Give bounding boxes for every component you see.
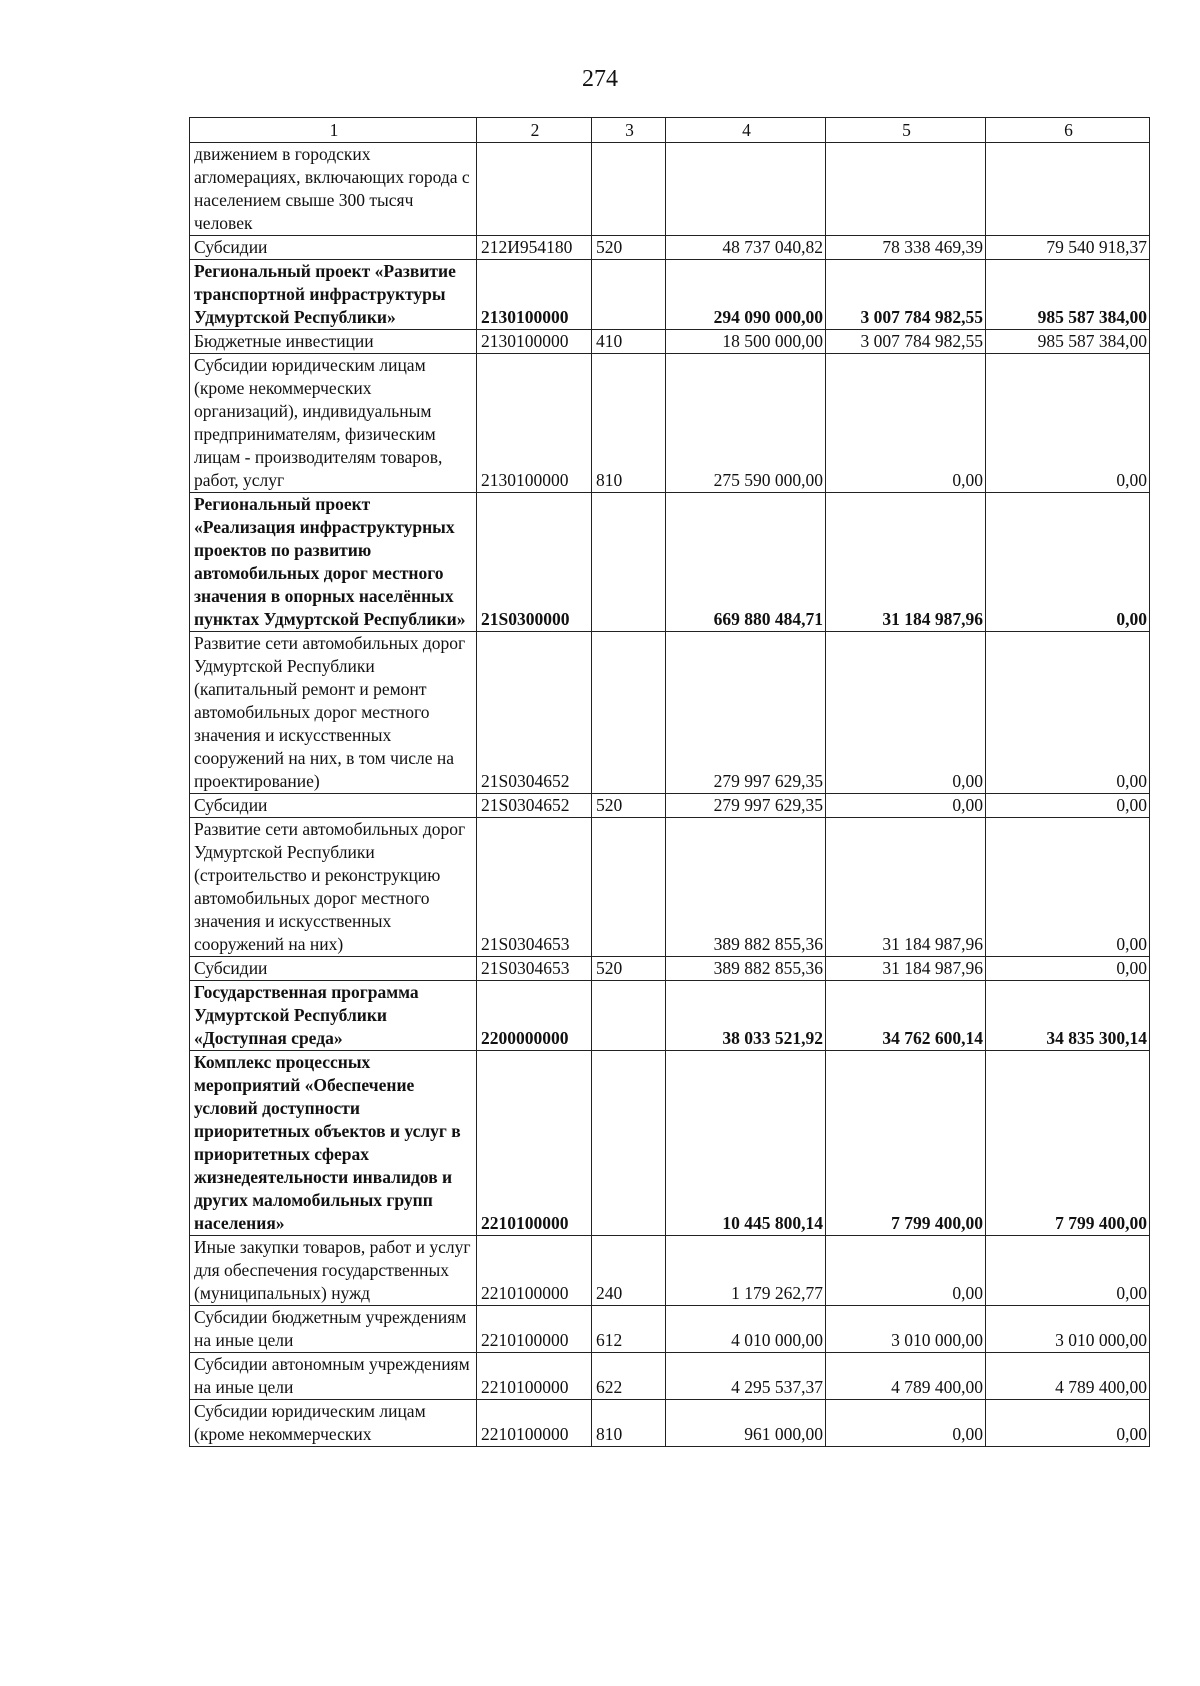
target-code-cell: 21S0304652 bbox=[477, 794, 592, 818]
amount-col4-cell: 961 000,00 bbox=[666, 1400, 826, 1447]
amount-col6-cell: 0,00 bbox=[986, 493, 1150, 632]
table-row bbox=[190, 330, 1150, 354]
amount-col6-cell: 0,00 bbox=[986, 794, 1150, 818]
amount-col6-cell bbox=[986, 143, 1150, 236]
table-row bbox=[190, 1306, 1150, 1353]
table-row bbox=[190, 794, 1150, 818]
amount-col6-cell: 0,00 bbox=[986, 1400, 1150, 1447]
table-row bbox=[190, 354, 1150, 493]
amount-col4-cell: 294 090 000,00 bbox=[666, 260, 826, 330]
expense-type-cell bbox=[592, 493, 666, 632]
target-code-cell: 2210100000 bbox=[477, 1353, 592, 1400]
amount-col6-cell: 0,00 bbox=[986, 818, 1150, 957]
target-code-cell: 2210100000 bbox=[477, 1236, 592, 1306]
amount-col4-cell: 389 882 855,36 bbox=[666, 957, 826, 981]
target-code-cell: 21S0300000 bbox=[477, 493, 592, 632]
amount-col5-cell: 0,00 bbox=[826, 1236, 986, 1306]
row-name-cell: Субсидии bbox=[190, 957, 477, 981]
page-number: 274 bbox=[582, 66, 618, 92]
target-code-cell: 2130100000 bbox=[477, 354, 592, 493]
amount-col4-cell: 48 737 040,82 bbox=[666, 236, 826, 260]
expense-type-cell: 410 bbox=[592, 330, 666, 354]
amount-col5-cell: 4 789 400,00 bbox=[826, 1353, 986, 1400]
amount-col4-cell: 275 590 000,00 bbox=[666, 354, 826, 493]
target-code-cell: 21S0304653 bbox=[477, 957, 592, 981]
expense-type-cell bbox=[592, 632, 666, 794]
amount-col4-cell: 279 997 629,35 bbox=[666, 632, 826, 794]
expense-type-cell: 622 bbox=[592, 1353, 666, 1400]
amount-col5-cell: 3 007 784 982,55 bbox=[826, 260, 986, 330]
row-name-cell: Субсидии автономным учреждениям на иные цели bbox=[190, 1353, 477, 1400]
amount-col4-cell: 10 445 800,14 bbox=[666, 1051, 826, 1236]
amount-col5-cell: 0,00 bbox=[826, 794, 986, 818]
table-row bbox=[190, 957, 1150, 981]
expense-type-cell: 810 bbox=[592, 354, 666, 493]
column-header-1: 1 bbox=[190, 118, 477, 143]
row-name-cell: Региональный проект «Реализация инфраструктурных проектов по развитию автомобильных дорог местного значения в опорных населённых пунктах Удмуртской Республики» bbox=[190, 493, 477, 632]
table-row bbox=[190, 981, 1150, 1051]
row-name-cell: движением в городских агломерациях, включающих города с населением свыше 300 тысяч человек bbox=[190, 143, 477, 236]
table-row bbox=[190, 236, 1150, 260]
row-name-cell: Субсидии бюджетным учреждениям на иные цели bbox=[190, 1306, 477, 1353]
amount-col4-cell: 669 880 484,71 bbox=[666, 493, 826, 632]
amount-col6-cell: 7 799 400,00 bbox=[986, 1051, 1150, 1236]
amount-col4-cell: 18 500 000,00 bbox=[666, 330, 826, 354]
budget-table bbox=[189, 117, 1150, 1447]
target-code-cell: 21S0304653 bbox=[477, 818, 592, 957]
table-row bbox=[190, 1051, 1150, 1236]
table-row bbox=[190, 493, 1150, 632]
amount-col4-cell: 1 179 262,77 bbox=[666, 1236, 826, 1306]
column-header-6: 6 bbox=[986, 118, 1150, 143]
amount-col5-cell: 3 010 000,00 bbox=[826, 1306, 986, 1353]
table-row bbox=[190, 1400, 1150, 1447]
column-header-2: 2 bbox=[477, 118, 592, 143]
target-code-cell: 2210100000 bbox=[477, 1306, 592, 1353]
row-name-cell: Субсидии юридическим лицам (кроме некоммерческих организаций), индивидуальным предпринимателям, физическим лицам - производителям товаров, работ, услуг bbox=[190, 354, 477, 493]
expense-type-cell: 520 bbox=[592, 957, 666, 981]
table-body bbox=[190, 143, 1150, 1447]
table-row bbox=[190, 818, 1150, 957]
amount-col5-cell: 0,00 bbox=[826, 354, 986, 493]
row-name-cell: Субсидии bbox=[190, 794, 477, 818]
expense-type-cell: 612 bbox=[592, 1306, 666, 1353]
table-row bbox=[190, 1353, 1150, 1400]
target-code-cell: 21S0304652 bbox=[477, 632, 592, 794]
amount-col4-cell: 4 010 000,00 bbox=[666, 1306, 826, 1353]
expense-type-cell: 520 bbox=[592, 236, 666, 260]
row-name-cell: Субсидии bbox=[190, 236, 477, 260]
table-row bbox=[190, 1236, 1150, 1306]
target-code-cell: 2200000000 bbox=[477, 981, 592, 1051]
row-name-cell: Иные закупки товаров, работ и услуг для обеспечения государственных (муниципальных) нужд bbox=[190, 1236, 477, 1306]
amount-col5-cell: 34 762 600,14 bbox=[826, 981, 986, 1051]
column-header-4: 4 bbox=[666, 118, 826, 143]
amount-col6-cell: 3 010 000,00 bbox=[986, 1306, 1150, 1353]
row-name-cell: Комплекс процессных мероприятий «Обеспечение условий доступности приоритетных объектов и услуг в приоритетных сферах жизнедеятельности инвалидов и других маломобильных групп населения» bbox=[190, 1051, 477, 1236]
expense-type-cell: 810 bbox=[592, 1400, 666, 1447]
expense-type-cell: 240 bbox=[592, 1236, 666, 1306]
amount-col6-cell: 0,00 bbox=[986, 1236, 1150, 1306]
row-name-cell: Государственная программа Удмуртской Республики «Доступная среда» bbox=[190, 981, 477, 1051]
row-name-cell: Развитие сети автомобильных дорог Удмуртской Республики (строительство и реконструкцию автомобильных дорог местного значения и искусственных сооружений на них) bbox=[190, 818, 477, 957]
expense-type-cell bbox=[592, 260, 666, 330]
amount-col6-cell: 985 587 384,00 bbox=[986, 330, 1150, 354]
expense-type-cell bbox=[592, 981, 666, 1051]
target-code-cell: 212И954180 bbox=[477, 236, 592, 260]
amount-col6-cell: 34 835 300,14 bbox=[986, 981, 1150, 1051]
amount-col6-cell: 79 540 918,37 bbox=[986, 236, 1150, 260]
row-name-cell: Региональный проект «Развитие транспортной инфраструктуры Удмуртской Республики» bbox=[190, 260, 477, 330]
amount-col4-cell: 279 997 629,35 bbox=[666, 794, 826, 818]
expense-type-cell bbox=[592, 818, 666, 957]
row-name-cell: Субсидии юридическим лицам (кроме некоммерческих bbox=[190, 1400, 477, 1447]
amount-col5-cell: 0,00 bbox=[826, 1400, 986, 1447]
amount-col4-cell: 38 033 521,92 bbox=[666, 981, 826, 1051]
amount-col5-cell bbox=[826, 143, 986, 236]
amount-col6-cell: 0,00 bbox=[986, 354, 1150, 493]
expense-type-cell bbox=[592, 143, 666, 236]
amount-col5-cell: 0,00 bbox=[826, 632, 986, 794]
target-code-cell: 2210100000 bbox=[477, 1051, 592, 1236]
amount-col4-cell bbox=[666, 143, 826, 236]
amount-col5-cell: 3 007 784 982,55 bbox=[826, 330, 986, 354]
expense-type-cell: 520 bbox=[592, 794, 666, 818]
table-row bbox=[190, 143, 1150, 236]
row-name-cell: Развитие сети автомобильных дорог Удмуртской Республики (капитальный ремонт и ремонт автомобильных дорог местного значения и искусственных сооружений на них, в том числе на проектирование) bbox=[190, 632, 477, 794]
amount-col4-cell: 4 295 537,37 bbox=[666, 1353, 826, 1400]
target-code-cell: 2130100000 bbox=[477, 330, 592, 354]
amount-col5-cell: 78 338 469,39 bbox=[826, 236, 986, 260]
amount-col5-cell: 7 799 400,00 bbox=[826, 1051, 986, 1236]
table-header-row bbox=[190, 118, 1150, 143]
target-code-cell: 2130100000 bbox=[477, 260, 592, 330]
amount-col5-cell: 31 184 987,96 bbox=[826, 493, 986, 632]
table-row bbox=[190, 632, 1150, 794]
column-header-5: 5 bbox=[826, 118, 986, 143]
expense-type-cell bbox=[592, 1051, 666, 1236]
amount-col4-cell: 389 882 855,36 bbox=[666, 818, 826, 957]
amount-col6-cell: 0,00 bbox=[986, 632, 1150, 794]
amount-col6-cell: 0,00 bbox=[986, 957, 1150, 981]
amount-col5-cell: 31 184 987,96 bbox=[826, 818, 986, 957]
amount-col5-cell: 31 184 987,96 bbox=[826, 957, 986, 981]
target-code-cell bbox=[477, 143, 592, 236]
column-header-3: 3 bbox=[592, 118, 666, 143]
amount-col6-cell: 985 587 384,00 bbox=[986, 260, 1150, 330]
table-row bbox=[190, 260, 1150, 330]
row-name-cell: Бюджетные инвестиции bbox=[190, 330, 477, 354]
target-code-cell: 2210100000 bbox=[477, 1400, 592, 1447]
amount-col6-cell: 4 789 400,00 bbox=[986, 1353, 1150, 1400]
